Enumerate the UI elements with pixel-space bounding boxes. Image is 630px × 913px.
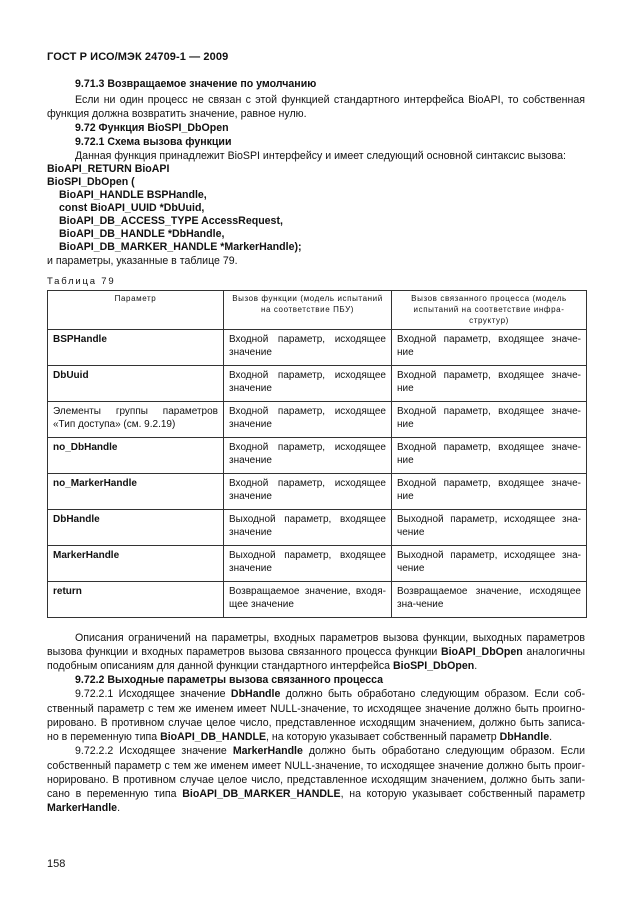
paragraph-line (47, 802, 585, 815)
cell-parameter: DbHandle (48, 510, 224, 546)
paragraph-line: ственный параметр с тем же именем имеет NULL-значение, то исходящее значение должно быть проигно- (47, 703, 585, 715)
text-span: Описания ограничений на параметры, входных параметров вызова функции, выходных параметров (75, 632, 585, 644)
paragraph-line (47, 788, 585, 801)
param-name: DbHandle (230, 688, 281, 700)
paragraph-line: Данная функция принадлежит BioSPI интерфейсу и имеет следующий основной синтаксис вызова: (75, 150, 566, 162)
cell-parameter: DbUuid (48, 366, 224, 402)
function-name: BioSPI_DbOpen (393, 660, 475, 672)
column-header-process-call: Вызов связанного процесса (модель испытаний на соответствие инфра-структур) (392, 291, 587, 330)
paragraph-line (75, 745, 585, 758)
type-name: BioAPI_DB_HANDLE (160, 731, 267, 743)
table-row (48, 366, 587, 402)
cell-parameter: BSPHandle (48, 330, 224, 366)
text-span: 9.72.2.1 Исходящее значение (75, 688, 231, 700)
text-span: аналогичны (522, 646, 585, 658)
cell-function-call: Входной параметр, исходящее значение (224, 438, 392, 474)
paragraph-line (47, 731, 585, 744)
table-row (48, 582, 587, 618)
text-span: сано в переменную типа (47, 788, 183, 800)
text-span: . (117, 802, 121, 814)
type-name: BioAPI_DB_MARKER_HANDLE (182, 788, 341, 800)
text-span: вызова функции и входных параметров вызова связанного процесса функции (47, 646, 441, 658)
paragraph-line: функция должна возвратить значение, равное нулю. (47, 108, 307, 120)
cell-function-call: Возвращаемое значение, входя-щее значение (224, 582, 392, 618)
table-row (48, 510, 587, 546)
paragraph-line: и параметры, указанные в таблице 79. (47, 255, 238, 267)
cell-parameter: Элементы группы параметров «Тип доступа» (см. 9.2.19) (48, 402, 224, 438)
code-line: BioSPI_DbOpen ( (47, 176, 135, 188)
parameters-table (47, 290, 587, 618)
table-header-row (48, 291, 587, 330)
text-span: но в переменную типа (47, 731, 161, 743)
paragraph-line: рировано. В противном случае целое число, представленное исходящим значением, должно быть записа- (47, 717, 585, 729)
text-span: должно быть обработано следующим образом. Если (302, 745, 585, 757)
table-row (48, 402, 587, 438)
cell-parameter: no_DbHandle (48, 438, 224, 474)
code-line: const BioAPI_UUID *DbUuid, (59, 202, 205, 214)
cell-function-call: Входной параметр, исходящее значение (224, 474, 392, 510)
section-heading-9-72: 9.72 Функция BioSPI_DbOpen (75, 122, 229, 134)
paragraph-line (75, 632, 585, 645)
cell-process-call: Входной параметр, входящее значе-ние (392, 402, 587, 438)
cell-parameter: MarkerHandle (48, 546, 224, 582)
cell-function-call: Входной параметр, исходящее значение (224, 402, 392, 438)
text-span: , на которую указывает собственный параметр (340, 788, 585, 800)
code-line: BioAPI_HANDLE BSPHandle, (59, 189, 207, 201)
table-row (48, 438, 587, 474)
code-line: BioAPI_RETURN BioAPI (47, 163, 170, 175)
paragraph-line: собственный параметр с тем же именем имеет NULL-значение, то исходящее значение должно быть проиг- (47, 760, 585, 772)
text-span: должно быть обработано следующим образом. Если соб- (280, 688, 585, 700)
cell-process-call: Выходной параметр, исходящее зна-чение (392, 510, 587, 546)
paragraph-line: норировано. В противном случае целое число, представленное исходящим значением, должно быть запи- (47, 774, 585, 786)
param-name: MarkerHandle (47, 802, 118, 814)
cell-process-call: Возвращаемое значение, исходящее зна-чение (392, 582, 587, 618)
table-row (48, 474, 587, 510)
paragraph-line (75, 688, 585, 701)
column-header-function-call: Вызов функции (модель испытаний на соответствие ПБУ) (224, 291, 392, 330)
cell-process-call: Выходной параметр, исходящее зна-чение (392, 546, 587, 582)
code-line: BioAPI_DB_HANDLE *DbHandle, (59, 228, 225, 240)
page-number: 158 (47, 858, 66, 870)
section-heading-9-72-2: 9.72.2 Выходные параметры вызова связанного процесса (75, 674, 384, 686)
cell-parameter: no_MarkerHandle (48, 474, 224, 510)
column-header-parameter: Параметр (48, 291, 224, 330)
text-span: . (549, 731, 553, 743)
cell-parameter: return (48, 582, 224, 618)
document-header: ГОСТ Р ИСО/МЭК 24709-1 — 2009 (47, 51, 229, 63)
text-span: . (474, 660, 478, 672)
paragraph-line: Если ни один процесс не связан с этой функцией стандартного интерфейса BioAPI, то собственная (75, 94, 585, 106)
cell-function-call: Входной параметр, исходящее значение (224, 330, 392, 366)
text-span: подобным описаниям для данной функции стандартного интерфейса (47, 660, 393, 672)
text-span: 9.72.2.2 Исходящее значение (75, 745, 233, 757)
code-line: BioAPI_DB_MARKER_HANDLE *MarkerHandle); (59, 241, 302, 253)
section-heading-9-72-1: 9.72.1 Схема вызова функции (75, 136, 232, 148)
cell-function-call: Выходной параметр, входящее значение (224, 510, 392, 546)
cell-process-call: Входной параметр, входящее значе-ние (392, 366, 587, 402)
param-name: DbHandle (499, 731, 550, 743)
cell-process-call: Входной параметр, входящее значе-ние (392, 330, 587, 366)
param-name: MarkerHandle (232, 745, 303, 757)
cell-function-call: Выходной параметр, входящее значение (224, 546, 392, 582)
paragraph-line (47, 660, 585, 673)
cell-process-call: Входной параметр, входящее значе-ние (392, 438, 587, 474)
section-heading-9-71-3: 9.71.3 Возвращаемое значение по умолчанию (75, 78, 317, 90)
text-span: , на которую указывает собственный параметр (266, 731, 500, 743)
function-name: BioAPI_DbOpen (440, 646, 523, 658)
table-caption: Таблица 79 (47, 276, 116, 287)
cell-process-call: Входной параметр, входящее значе-ние (392, 474, 587, 510)
cell-function-call: Входной параметр, исходящее значение (224, 366, 392, 402)
paragraph-line (47, 646, 585, 659)
table-row (48, 546, 587, 582)
code-line: BioAPI_DB_ACCESS_TYPE AccessRequest, (59, 215, 283, 227)
table-row (48, 330, 587, 366)
